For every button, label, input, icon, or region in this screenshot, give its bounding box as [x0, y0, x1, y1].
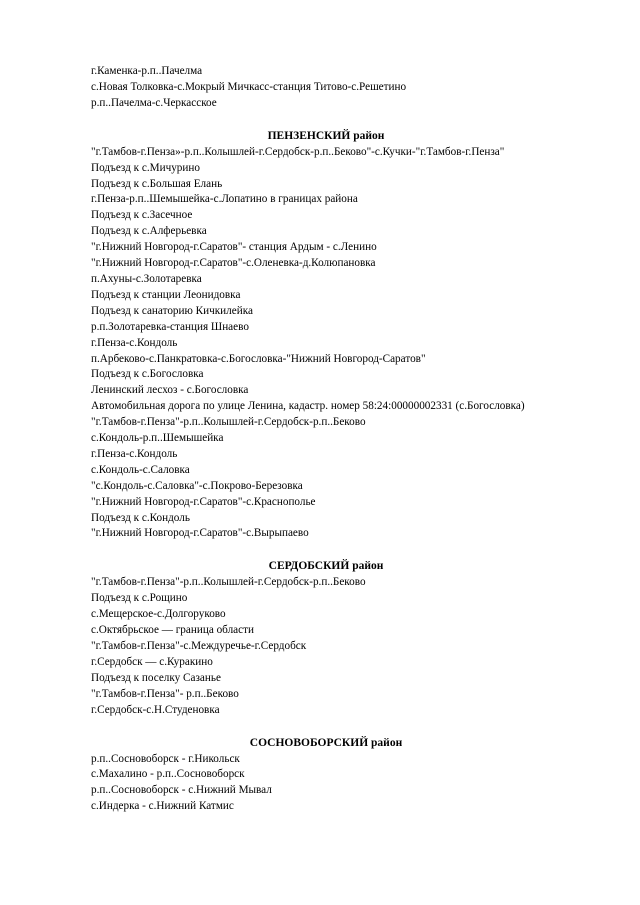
road-line: "г.Тамбов-г.Пенза"- р.п..Беково — [91, 687, 239, 700]
road-line: "г.Тамбов-г.Пенза"-с.Междуречье-г.Сердобск — [91, 640, 307, 652]
road-line: г.Пенза-с.Кондоль — [91, 447, 178, 460]
section-penzenskiy — [91, 129, 561, 543]
road-line: с.Октябрьское — граница области — [91, 624, 254, 637]
road-line: Подъезд к станции Леонидовка — [91, 288, 241, 301]
road-line: "с.Кондоль-с.Саловка"-с.Покрово-Березовка — [91, 479, 303, 492]
road-line: "г.Нижний Новгород-г.Саратов"- станция Ардым - с.Ленино — [91, 241, 377, 254]
road-line: Подъезд к с.Засечное — [91, 209, 193, 222]
district-heading: ПЕНЗЕНСКИЙ район — [267, 129, 385, 142]
road-line: "г.Нижний Новгород-г.Саратов"-с.Краснополье — [91, 495, 316, 508]
road-line: Подъезд к с.Мичурино — [91, 161, 200, 174]
district-heading: СОСНОВОБОРСКИЙ район — [249, 736, 403, 749]
section-intro — [91, 64, 561, 112]
road-line: Подъезд к с.Кондоль — [91, 511, 190, 524]
road-line: с.Мещерское-с.Долгоруково — [91, 608, 226, 621]
road-line: р.п..Сосновоборск - с.Нижний Мывал — [91, 784, 272, 797]
road-line: г.Пенза-с.Кондоль — [91, 336, 178, 349]
road-line: г.Пенза-р.п..Шемышейка-с.Лопатино в границах района — [91, 193, 358, 206]
road-line: п.Арбеково-с.Панкратовка-с.Богословка-"Нижний Новгород-Саратов" — [91, 352, 426, 365]
road-line: г.Сердобск — с.Куракино — [91, 655, 213, 668]
road-line: с.Кондоль-с.Саловка — [91, 463, 190, 476]
road-line: р.п.Золотаревка-станция Шнаево — [91, 320, 249, 333]
road-line: г.Сердобск-с.Н.Студеновка — [91, 703, 220, 716]
road-line: "г.Тамбов-г.Пенза»-р.п..Колышлей-г.Сердобск-р.п..Беково"-с.Кучки-"г.Тамбов-г.Пенза" — [91, 145, 505, 158]
road-line: р.п..Сосновоборск - г.Никольск — [91, 752, 240, 765]
road-line: "г.Тамбов-г.Пенза"-р.п..Колышлей-г.Сердобск-р.п..Беково — [91, 416, 366, 429]
road-line: Подъезд к поселку Сазанье — [91, 671, 221, 684]
road-line: "г.Нижний Новгород-г.Саратов"-с.Вырыпаево — [91, 527, 309, 540]
road-line: Подъезд к с.Рощино — [91, 592, 188, 605]
road-line: с.Кондоль-р.п..Шемышейка — [91, 432, 224, 445]
road-line: г.Каменка-р.п..Пачелма — [91, 65, 203, 77]
road-line: с.Махалино - р.п..Сосновоборск — [91, 768, 245, 781]
section-serdobskiy — [91, 559, 561, 718]
road-line: Ленинский лесхоз - с.Богословка — [91, 384, 249, 397]
road-line: с.Новая Толковка-с.Мокрый Мичкасс-станция Титово-с.Решетино — [91, 80, 407, 93]
road-line: с.Индерка - с.Нижний Катмис — [91, 800, 234, 813]
district-heading: СЕРДОБСКИЙ район — [268, 560, 384, 573]
road-line: Подъезд к с.Богословка — [91, 368, 204, 381]
road-line: п.Ахуны-с.Золотаревка — [91, 272, 202, 285]
section-sosnovoborskiy — [91, 736, 561, 816]
road-line: Подъезд к с.Алферьевка — [91, 225, 207, 238]
road-line: "г.Нижний Новгород-г.Саратов"-с.Оленевка-д.Колюпановка — [91, 257, 376, 270]
road-line: "г.Тамбов-г.Пенза"-р.п..Колышлей-г.Сердобск-р.п..Беково — [91, 576, 366, 589]
road-line: Автомобильная дорога по улице Ленина, кадастр. номер 58:24:00000002331 (с.Богословка) — [91, 400, 525, 413]
road-line: Подъезд к с.Большая Елань — [91, 177, 223, 190]
document-page — [91, 64, 561, 815]
road-line: Подъезд к санаторию Кичкилейка — [91, 304, 253, 317]
road-line: р.п..Пачелма-с.Черкасское — [91, 96, 217, 109]
